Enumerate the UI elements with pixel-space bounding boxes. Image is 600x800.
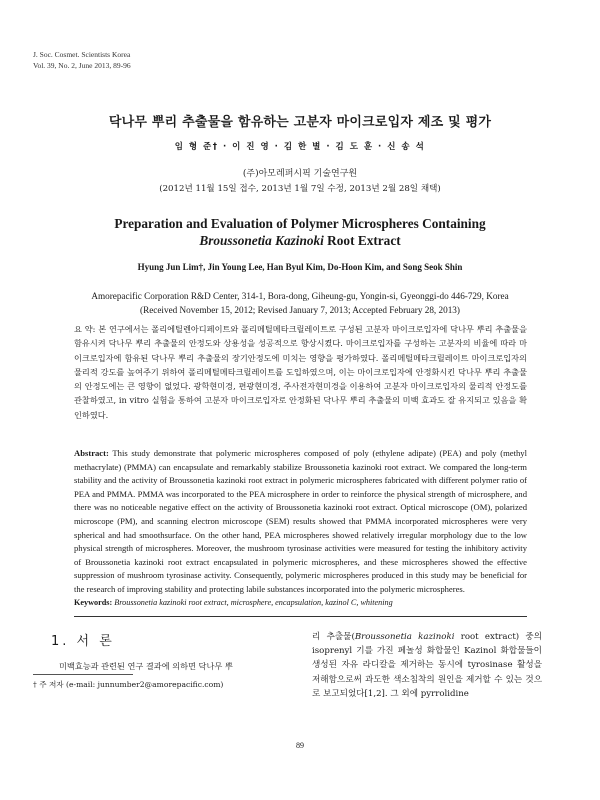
english-abstract	[74, 447, 527, 597]
korean-abstract: 요 약: 본 연구에서는 폴리에틸렌아디페이트와 폴리메틸메타크릴레이트로 구성된 고분자 마이크로입자에 닥나무 뿌리 추출물을 함유시켜 닥나무 뿌리 추출물의 안정도와 상용성을 성공적으로 향상시켰다. 마이크로입자를 구성하는 고분자의 비율에 따라 마이크로입자에 함유된 닥나무 뿌리 추출물의 장기안정도에 미치는 영향을 평가하였다. 폴리메틸메타크릴레이트 마이크로입자의 물리적 강도를 높여주기 위하여 폴리메틸메타크릴레이트를 도입하였으며, 이는 마이크로입자에 안정화시킨 닥나무 뿌리 추출물의 안정도에는 큰 영향이 없었다. 광학현미경, 편광현미경, 주사전자현미경을 이용하여 고분자 마이크로입자의 물리적 안정도를 관찰하였고, in vitro 실험을 통하여 고분자 마이크로입자로 안정화된 닥나무 뿌리 추출물의 미백 효과도 잘 유지되고 있음을 확인하였다.	[74, 324, 527, 420]
section-divider	[74, 616, 527, 617]
english-title	[0, 215, 600, 249]
keywords-label: Keywords:	[74, 598, 113, 607]
right-text-species: Broussonetia kazinoki	[354, 632, 455, 642]
english-title-line1: Preparation and Evaluation of Polymer Microspheres Containing	[114, 216, 486, 231]
section-heading-introduction: 1. 서 론	[51, 634, 115, 649]
page-number: 89	[296, 741, 304, 750]
intro-left-text: 미백효능과 관련된 연구 결과에 의하면 닥나무 뿌	[59, 661, 233, 671]
abstract-label: Abstract:	[74, 448, 109, 458]
abstract-text: This study demonstrate that polymeric microspheres composed of poly (ethylene adipate) (PEA) and poly (methyl methacrylate) (PMMA) can encapsulate and remarkably stabilize Broussonetia kazinoki root extract. We compared the long-term stability and the activity of Broussonetia kazinoki root extract in polymeric microspheres fabricated with different polymer ratio of PEA and PMMA. PMMA was incorporated to the PEA microsphere in order to reinforce the physical strength of microsphere, and there was no noticeable negative effect on the activity of Broussonetia kazinoki root extract. Optical microscope (OM), polarized microscope (PM), and scanning electron microscope (SEM) results showed that PMMA incorporated microspheres were very spherical and had smoothsurface. On the other hand, PEA microspheres showed relatively irregular morphology due to the low physical strength of microspheres. Moreover, the mushroom tyrosinase activities were measured for testing the inhibitory activity of Broussonetia kazinoki root extract encapsulated in polymeric microspheres, and these microspheres showed the effective suppression of mushroom tyrosinase activity. Consequently, polymeric microspheres produced in this study may be beneficial for the research of improving stability and protecting labile substances incorporated into the polymeric microspheres.	[74, 448, 527, 594]
korean-affiliation: (주)아모레퍼시픽 기술연구원	[242, 169, 358, 179]
footnote: † 주 저자 (e-mail: junnumber2@amorepacific.com)	[33, 680, 224, 689]
journal-name: J. Soc. Cosmet. Scientists Korea	[33, 50, 131, 59]
korean-title: 닥나무 뿌리 추출물을 함유하는 고분자 마이크로입자 제조 및 평가	[108, 115, 492, 130]
footnote-divider	[33, 674, 133, 675]
english-title-line2	[0, 232, 600, 249]
english-title-species: Broussonetia Kazinoki	[199, 233, 324, 248]
keywords-text: Broussonetia kazinoki root extract, microsphere, encapsulation, kazinol C, whitening	[112, 598, 393, 607]
english-authors: Hyung Jun Lim†, Jin Young Lee, Han Byul Kim, Do-Hoon Kim, and Song Seok Shin	[137, 262, 463, 272]
english-dates: (Received November 15, 2012; Revised January 7, 2013; Accepted February 28, 2013)	[140, 305, 460, 315]
keywords	[74, 598, 527, 607]
english-affiliation-block	[0, 289, 600, 317]
intro-right-column	[312, 630, 542, 701]
journal-volume: Vol. 39, No. 2, June 2013, 89-96	[33, 61, 131, 70]
right-text-start: 리 추출물(	[312, 632, 355, 642]
english-title-suffix: Root Extract	[323, 233, 401, 248]
korean-authors: 임 형 준† · 이 진 영 · 김 한 별 · 김 도 훈 · 신 송 석	[174, 142, 426, 152]
journal-header	[33, 49, 131, 71]
right-text-rest: root extract) 중의 isoprenyl 기를 가진 페놀성 화합물인 Kazinol 화합물들이 생성된 자유 라디칼을 제거하는 동시에 tyrosinase 활성을 저해함으로써 과도한 색소침착의 원인을 제거할 수 있는 것으로 보고되었다[1,2]. 그 외에 pyrrolidine	[312, 632, 543, 699]
english-affiliation: Amorepacific Corporation R&D Center, 314-1, Bora-dong, Giheung-gu, Yongin-si, Gyeonggi-do 446-729, Korea	[91, 291, 509, 301]
korean-dates: (2012년 11월 15일 접수, 2013년 1월 7일 수정, 2013년 2월 28일 채택)	[159, 184, 441, 194]
